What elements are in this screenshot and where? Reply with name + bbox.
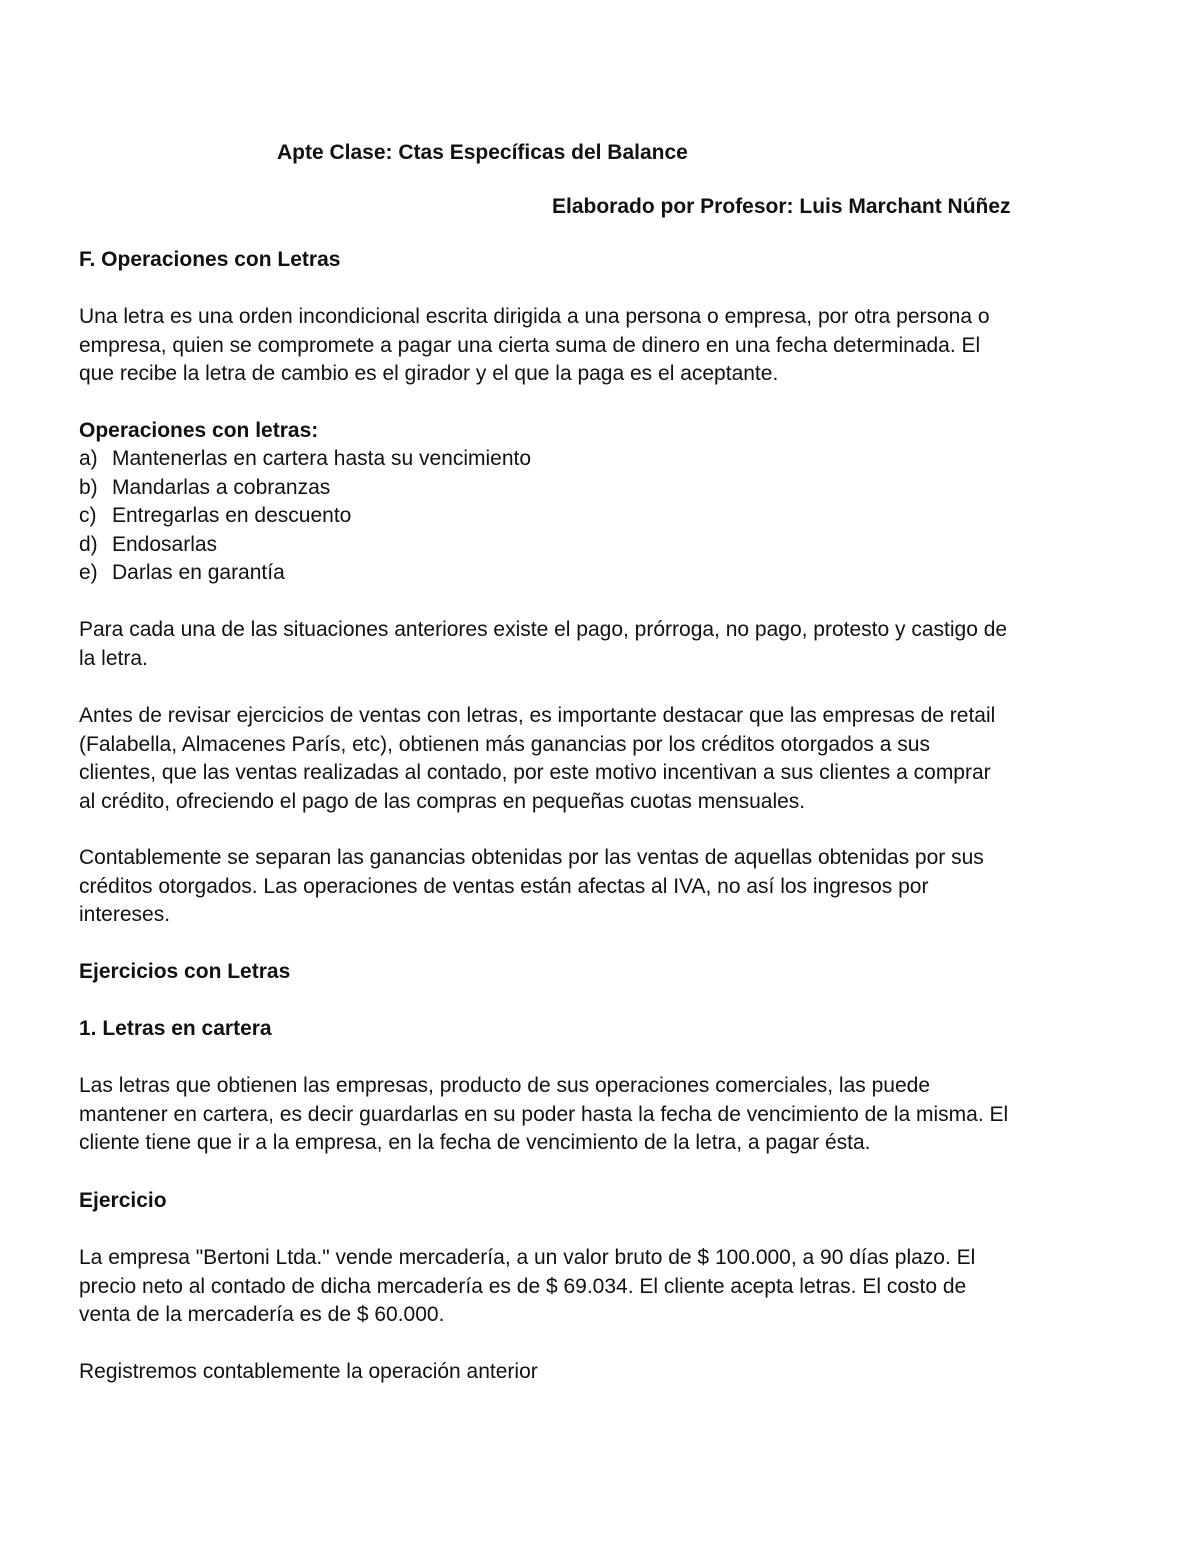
paragraph-line: al crédito, ofreciendo el pago de las compras en pequeñas cuotas mensuales. [79,789,806,813]
paragraph-line: clientes, que las ventas realizadas al contado, por este motivo incentivan a sus clientes a comprar [79,761,991,784]
exercise-paragraph [79,1244,975,1330]
situations-paragraph [79,616,1007,673]
document-author: Elaborado por Profesor: Luis Marchant Núñez [552,195,1011,218]
paragraph-line: venta de la mercadería es de $ 60.000. [79,1303,445,1326]
accounting-paragraph [79,844,984,930]
intro-paragraph [79,303,990,389]
paragraph-line: Una letra es una orden incondicional escrita dirigida a una persona o empresa, por otra persona o [79,305,990,328]
operations-list [79,445,531,588]
paragraph-line: cliente tiene que ir a la empresa, en la fecha de vencimiento de la letra, a pagar ésta. [79,1131,871,1154]
list-marker: e) [79,561,98,584]
list-item-text: Entregarlas en descuento [112,504,352,527]
paragraph-line: la letra. [79,646,148,670]
exercise-heading: Ejercicio [79,1189,167,1212]
list-marker: a) [79,447,98,470]
list-item [79,502,531,531]
exercises-heading: Ejercicios con Letras [79,960,291,983]
list-item [79,531,531,560]
subsection-heading: 1. Letras en cartera [79,1017,272,1040]
section-heading: F. Operaciones con Letras [79,248,341,271]
operations-heading: Operaciones con letras: [79,419,319,442]
list-marker: b) [79,475,98,499]
paragraph-line: La empresa "Bertoni Ltda." vende mercadería, a un valor bruto de $ 100.000, a 90 días plazo. El [79,1246,976,1269]
document-title: Apte Clase: Ctas Específicas del Balance [277,141,688,164]
cartera-paragraph [79,1072,1008,1158]
paragraph-line: Antes de revisar ejercicios de ventas con letras, es importante destacar que las empresas de retail [79,704,996,727]
paragraph-line: precio neto al contado de dicha mercadería es de $ 69.034. El cliente acepta letras. El costo de [79,1274,967,1298]
list-marker: d) [79,532,98,556]
list-item-text: Mantenerlas en cartera hasta su vencimiento [112,447,532,470]
paragraph-line: que recibe la letra de cambio es el girador y el que la paga es el aceptante. [79,362,779,385]
paragraph-line: Para cada una de las situaciones anteriores existe el pago, prórroga, no pago, protesto y castigo de [79,618,1008,641]
paragraph-line: (Falabella, Almacenes París, etc), obtienen más ganancias por los créditos otorgados a sus [79,732,930,756]
list-item [79,559,531,588]
list-item-text: Mandarlas a cobranzas [112,475,331,499]
paragraph-line: Contablemente se separan las ganancias obtenidas por las ventas de aquellas obtenidas por sus [79,846,984,869]
paragraph-line: Las letras que obtienen las empresas, producto de sus operaciones comerciales, las puede [79,1074,931,1097]
paragraph-line: intereses. [79,903,171,926]
paragraph-line: mantener en cartera, es decir guardarlas en su poder hasta la fecha de vencimiento de la misma. El [79,1102,1009,1126]
list-marker: c) [79,504,97,527]
paragraph-line: empresa, quien se compromete a pagar una cierta suma de dinero en una fecha determinada. El [79,333,981,357]
paragraph-line: créditos otorgados. Las operaciones de ventas están afectas al IVA, no así los ingresos por [79,874,929,898]
list-item [79,445,531,474]
list-item-text: Endosarlas [112,532,218,556]
list-item [79,474,531,503]
closing-line: Registremos contablemente la operación anterior [79,1360,538,1383]
list-item-text: Darlas en garantía [112,561,285,584]
retail-paragraph [79,702,995,816]
